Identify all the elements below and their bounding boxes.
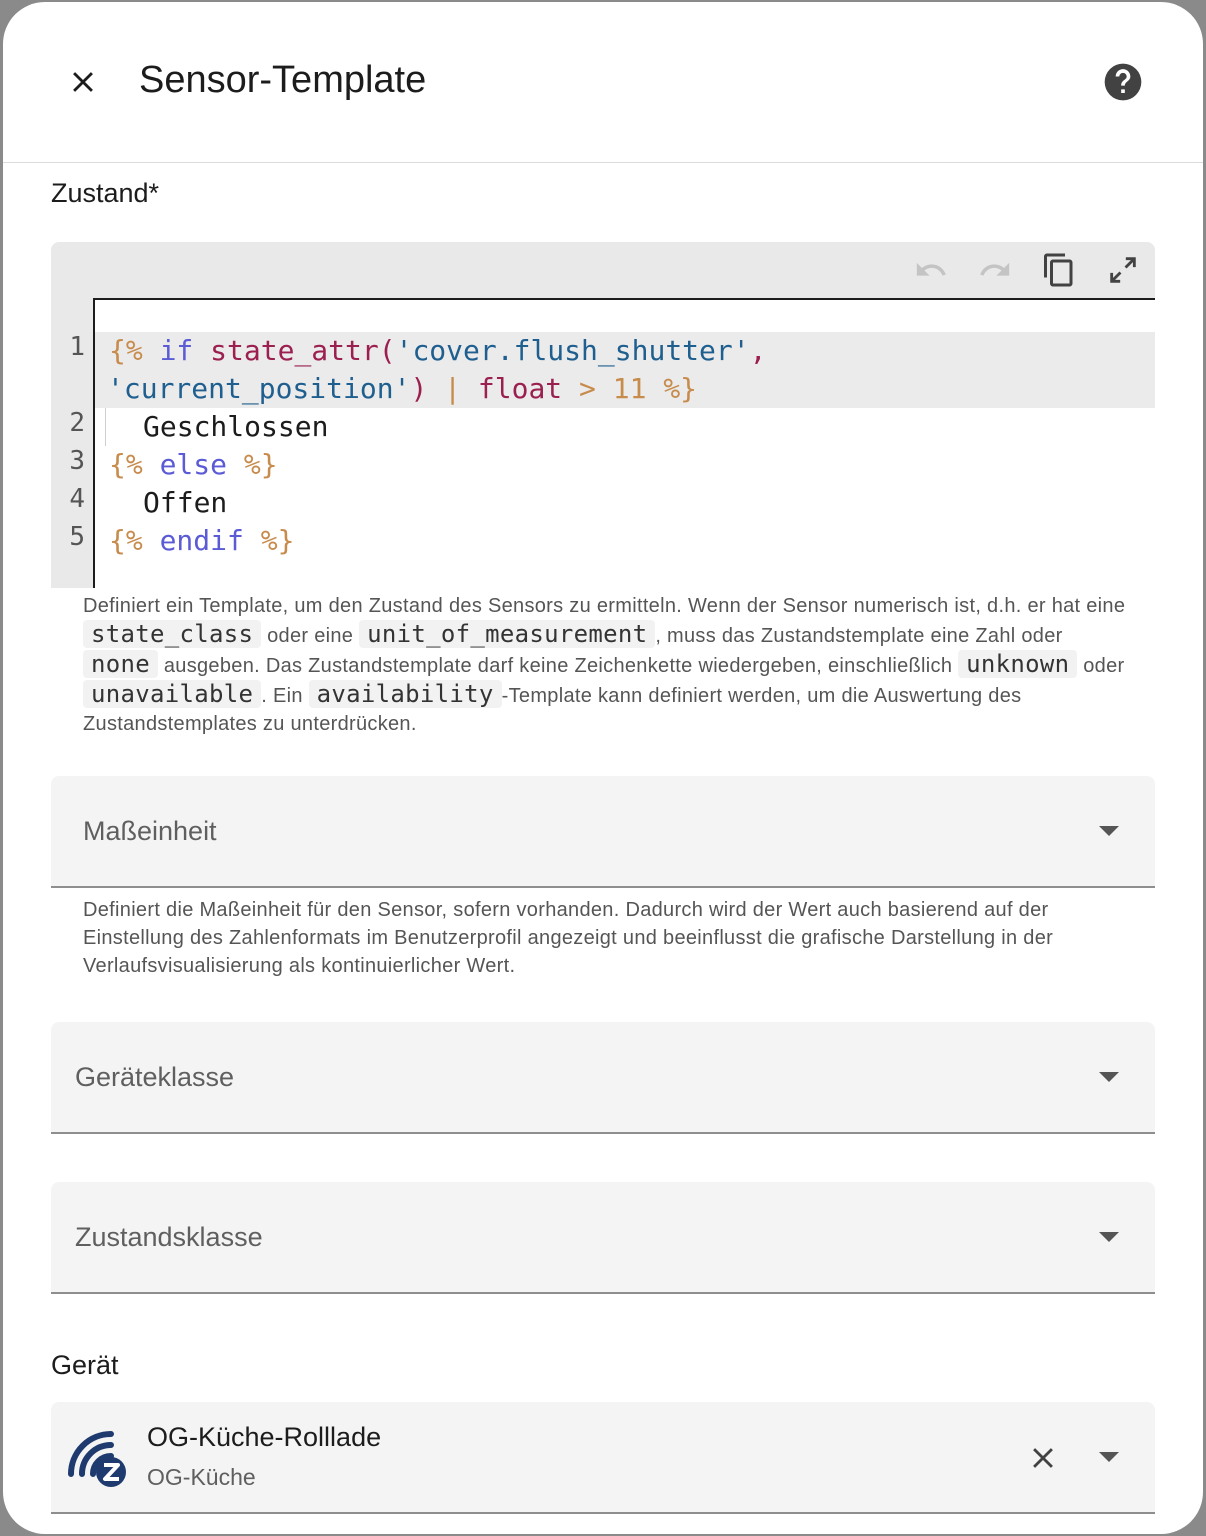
select-label: Zustandsklasse	[75, 1222, 263, 1252]
code-token: %}	[260, 524, 295, 557]
device-class-select[interactable]	[51, 1022, 1155, 1134]
select-label: Maßeinheit	[83, 816, 217, 846]
device-name: OG-Küche-Rolllade	[147, 1422, 382, 1452]
code-toolbar	[51, 242, 1155, 298]
code-token: %}	[663, 372, 698, 405]
dialog-content	[3, 164, 1203, 1534]
code-token: {%	[109, 524, 143, 557]
code-token: )	[410, 372, 428, 405]
code-line-3	[109, 446, 278, 484]
code-token: >	[579, 372, 596, 405]
helper-text: oder eine	[267, 625, 354, 647]
help-button[interactable]	[1099, 58, 1147, 106]
device-area: OG-Küche	[147, 1464, 256, 1490]
line-number: 3	[69, 446, 85, 476]
clear-icon	[1026, 1441, 1060, 1475]
code-editor	[51, 242, 1155, 588]
helper-code: unit_of_measurement	[359, 620, 655, 648]
code-token: 'cover.flush_shutter'	[395, 334, 750, 367]
clear-device-button[interactable]	[1023, 1438, 1063, 1478]
line-number: 2	[69, 408, 85, 438]
code-token: 11	[612, 372, 647, 405]
chevron-down-icon	[1099, 1232, 1119, 1242]
code-token: Offen	[143, 486, 228, 519]
code-token: {%	[109, 448, 143, 481]
code-token: float	[477, 372, 563, 405]
code-token: Geschlossen	[143, 410, 329, 443]
code-line-2	[143, 408, 328, 446]
code-token: 'current_position'	[107, 372, 411, 405]
state-label: Zustand*	[51, 178, 160, 208]
code-token: |	[444, 372, 462, 405]
unit-helper-text: Definiert die Maßeinheit für den Sensor, sofern vorhanden. Dadurch wird der Wert auch basierend auf der Einstellung des Zahlenformats im Benutzerprofil angezeigt und beeinflusst die grafische Darstellung in der Verlaufsvisualisierung als kontinuierlicher Wert.	[83, 899, 1054, 977]
code-token: {%	[109, 334, 143, 367]
state-class-select[interactable]	[51, 1182, 1155, 1294]
line-number-gutter	[51, 298, 93, 588]
undo-button[interactable]	[911, 250, 951, 290]
code-token: state_attr(	[210, 334, 396, 367]
helper-text: ausgeben. Das Zustandstemplate darf keine Zeichenkette wiedergeben, einschließlich	[163, 655, 953, 677]
code-token: ,	[749, 334, 767, 367]
copy-button[interactable]	[1039, 250, 1079, 290]
fullscreen-icon	[1106, 253, 1140, 287]
helper-text: Definiert ein Template, um den Zustand des Sensors zu ermitteln. Wenn der Sensor numerisch ist, d.h. er hat eine	[83, 595, 1126, 617]
code-token: endif	[159, 524, 244, 557]
helper-code: unavailable	[83, 680, 261, 708]
helper-text: . Ein	[261, 685, 303, 707]
code-text-area[interactable]	[93, 298, 1155, 588]
close-button[interactable]	[59, 58, 107, 106]
unit-of-measurement-select[interactable]	[51, 776, 1155, 888]
dialog-title: Sensor-Template	[139, 59, 427, 101]
code-token: if	[159, 334, 194, 367]
redo-icon	[978, 253, 1012, 287]
line-number: 1	[69, 332, 85, 362]
zwave-icon	[65, 1422, 131, 1488]
line-number: 4	[69, 484, 85, 514]
helper-text: -Template kann definiert werden, um die Auswertung des Zustandstemplates zu unterdrücken.	[83, 685, 1022, 735]
undo-icon	[914, 253, 948, 287]
helper-code: state_class	[83, 620, 261, 648]
indent-guide	[105, 408, 106, 446]
helper-text: oder	[1083, 655, 1125, 677]
copy-icon	[1041, 252, 1077, 288]
select-label: Geräteklasse	[75, 1062, 235, 1092]
code-line-5	[109, 522, 294, 560]
code-token: %}	[243, 448, 278, 481]
chevron-down-icon	[1099, 1452, 1119, 1462]
dialog	[3, 2, 1203, 1534]
helper-text: , muss das Zustandstemplate eine Zahl oder	[655, 625, 1063, 647]
code-line-1-wrap	[107, 370, 697, 408]
redo-button[interactable]	[975, 250, 1015, 290]
helper-code: none	[83, 650, 158, 678]
state-helper-text	[83, 592, 1133, 738]
fullscreen-button[interactable]	[1103, 250, 1143, 290]
code-token: else	[159, 448, 228, 481]
device-label: Gerät	[51, 1350, 119, 1380]
helper-code: availability	[309, 680, 502, 708]
helper-code: unknown	[958, 650, 1077, 678]
device-picker[interactable]	[51, 1402, 1155, 1514]
code-line-1	[109, 332, 766, 370]
dialog-header	[3, 2, 1203, 163]
code-line-4	[143, 484, 227, 522]
chevron-down-icon	[1099, 1072, 1119, 1082]
close-icon	[66, 65, 100, 99]
chevron-down-icon	[1099, 826, 1119, 836]
help-circle-icon	[1101, 60, 1145, 104]
line-number: 5	[69, 522, 85, 552]
